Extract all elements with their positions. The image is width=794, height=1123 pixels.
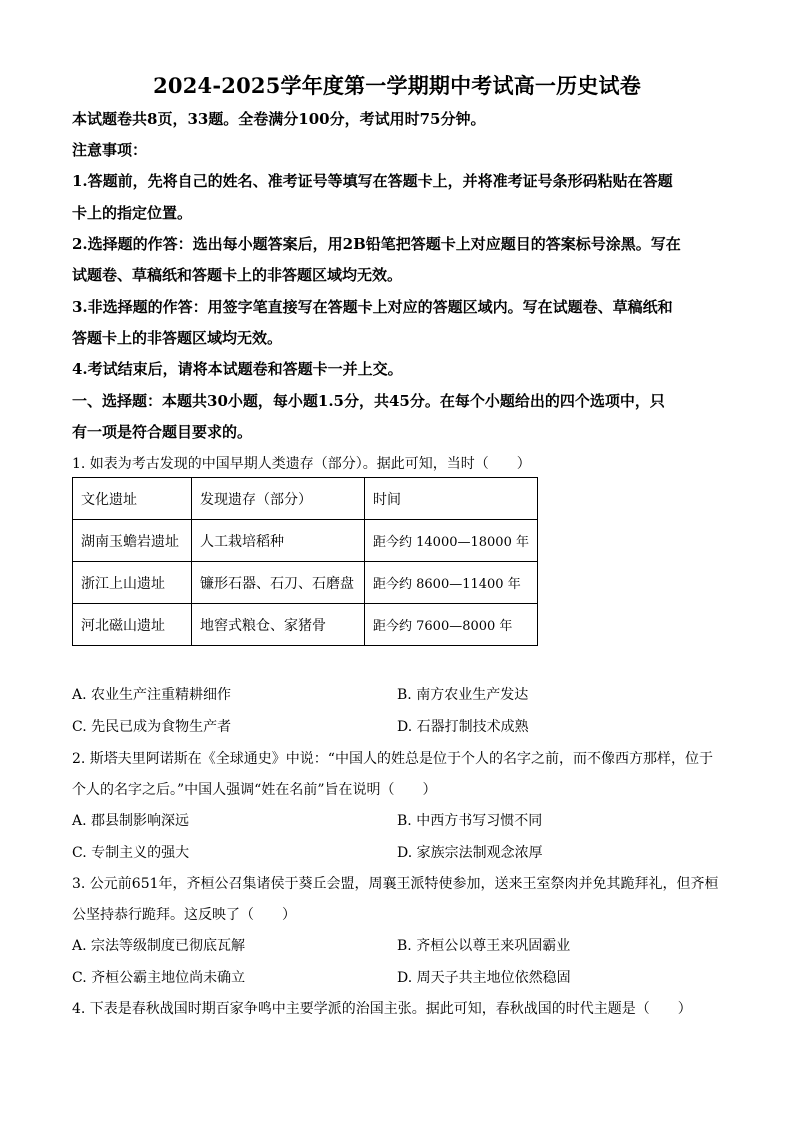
notice-line: 答题卡上的非答题区域均无效。 bbox=[72, 329, 283, 347]
option-d: D. 石器打制技术成熟 bbox=[397, 719, 529, 735]
exam-intro: 本试题卷共8页，33题。全卷满分100分，考试用时75分钟。 bbox=[72, 110, 486, 128]
table-cell: 河北磁山遗址 bbox=[73, 604, 192, 646]
option-b: B. 齐桓公以尊王来巩固霸业 bbox=[397, 938, 571, 954]
option-a: A. 宗法等级制度已彻底瓦解 bbox=[72, 938, 246, 954]
notice-line: 卡上的指定位置。 bbox=[72, 204, 193, 222]
question-4-stem: 4. 下表是春秋战国时期百家争鸣中主要学派的治国主张。据此可知，春秋战国的时代主题是（ ） bbox=[72, 1001, 692, 1017]
question-2-stem: 2. 斯塔夫里阿诺斯在《全球通史》中说：“中国人的姓总是位于个人的名字之前，而不像西方那样，位于 bbox=[72, 751, 713, 767]
exam-title: 2024-2025学年度第一学期期中考试高一历史试卷 bbox=[153, 73, 641, 98]
option-d: D. 家族宗法制观念浓厚 bbox=[397, 845, 543, 861]
option-b: B. 南方农业生产发达 bbox=[397, 687, 529, 703]
option-c: C. 齐桓公霸主地位尚未确立 bbox=[72, 970, 246, 986]
notice-line: 2.选择题的作答：选出每小题答案后，用2B铅笔把答题卡上对应题目的答案标号涂黑。写在 bbox=[72, 235, 681, 253]
table-header-cell: 时间 bbox=[365, 478, 538, 520]
table-cell: 浙江上山遗址 bbox=[73, 562, 192, 604]
table-cell: 距今约 14000—18000 年 bbox=[365, 520, 538, 562]
notice-line: 3.非选择题的作答：用签字笔直接写在答题卡上对应的答题区域内。写在试题卷、草稿纸和 bbox=[72, 298, 673, 316]
notice-header: 注意事项： bbox=[72, 141, 148, 159]
question-2-stem: 个人的名字之后。”中国人强调“姓在名前”旨在说明（ ） bbox=[72, 782, 437, 798]
table-row bbox=[73, 562, 538, 604]
table-row bbox=[73, 478, 538, 520]
option-d: D. 周天子共主地位依然稳固 bbox=[397, 970, 571, 986]
table-cell: 湖南玉蟾岩遗址 bbox=[73, 520, 192, 562]
notice-line: 试题卷、草稿纸和答题卡上的非答题区域均无效。 bbox=[72, 266, 403, 284]
section-heading: 一、选择题：本题共30小题，每小题1.5分，共45分。在每个小题给出的四个选项中，只 bbox=[72, 392, 665, 410]
option-a: A. 农业生产注重精耕细作 bbox=[72, 687, 232, 703]
notice-line: 4.考试结束后，请将本试题卷和答题卡一并上交。 bbox=[72, 360, 403, 378]
notice-line: 1.答题前，先将自己的姓名、准考证号等填写在答题卡上，并将准考证号条形码粘贴在答题 bbox=[72, 172, 673, 190]
table-row bbox=[73, 520, 538, 562]
question-1-stem: 1. 如表为考古发现的中国早期人类遗存（部分）。据此可知，当时（ ） bbox=[72, 456, 531, 472]
table-cell: 镰形石器、石刀、石磨盘 bbox=[192, 562, 365, 604]
section-heading: 有一项是符合题目要求的。 bbox=[72, 423, 253, 441]
question-3-stem: 3. 公元前651年，齐桓公召集诸侯于葵丘会盟，周襄王派特使参加，送来王室祭肉并免其跪拜礼，但齐桓 bbox=[72, 876, 719, 892]
table-row bbox=[73, 604, 538, 646]
table-header-cell: 文化遗址 bbox=[73, 478, 192, 520]
table-cell: 距今约 8600—11400 年 bbox=[365, 562, 538, 604]
option-c: C. 专制主义的强大 bbox=[72, 845, 190, 861]
option-a: A. 郡县制影响深远 bbox=[72, 813, 190, 829]
table-cell: 人工栽培稻种 bbox=[192, 520, 365, 562]
option-b: B. 中西方书写习惯不同 bbox=[397, 813, 543, 829]
table-cell: 距今约 7600—8000 年 bbox=[365, 604, 538, 646]
table-header-cell: 发现遗存（部分） bbox=[192, 478, 365, 520]
table-cell: 地窖式粮仓、家猪骨 bbox=[192, 604, 365, 646]
question-3-stem: 公坚持恭行跪拜。这反映了（ ） bbox=[72, 907, 296, 923]
question-1-table bbox=[72, 477, 538, 646]
option-c: C. 先民已成为食物生产者 bbox=[72, 719, 232, 735]
